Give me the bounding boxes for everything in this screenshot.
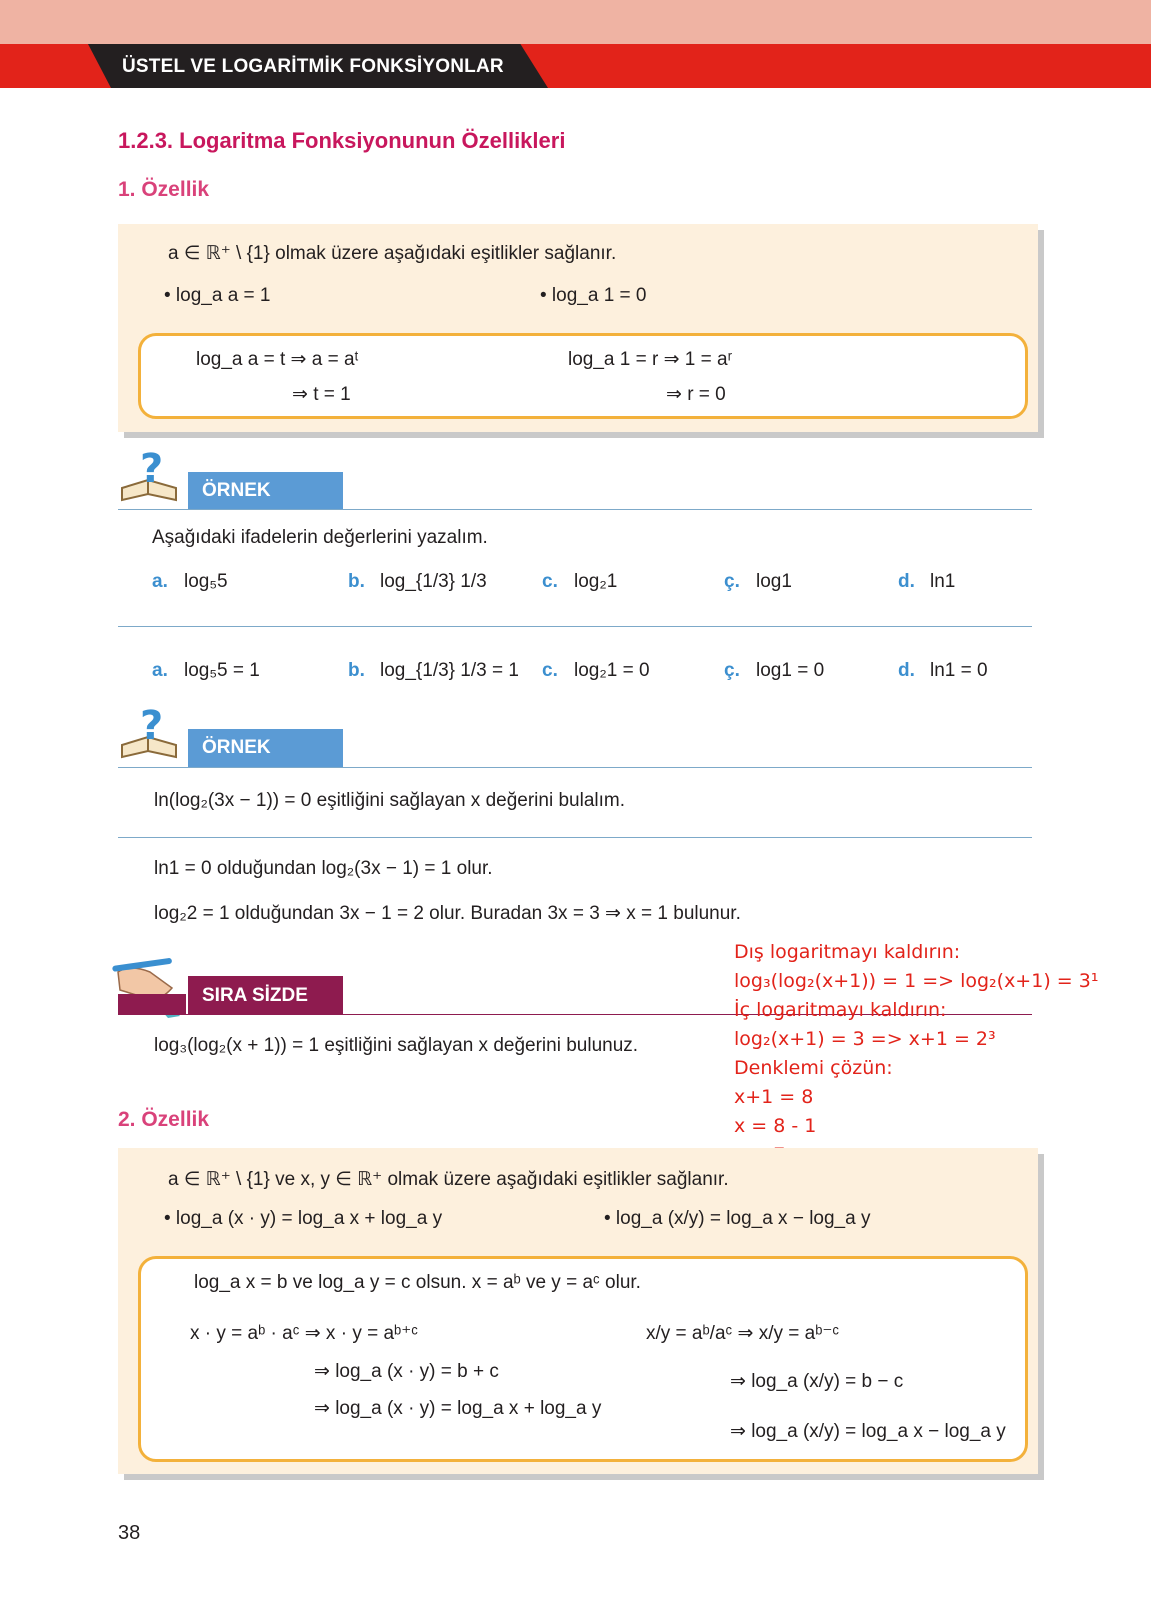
example1-item-b-expr: log_{1/3} 1/3: [380, 571, 487, 592]
example2-question: ln(log₂(3x − 1)) = 0 eşitliğini sağlayan x değerini bulalım.: [154, 790, 626, 811]
example1-label: ÖRNEK: [202, 480, 271, 501]
example1-item-b-label: b.: [348, 571, 365, 592]
example1-item-c-label: c.: [542, 571, 558, 592]
example1-item-c2-expr: log1: [756, 571, 792, 592]
note-line-3: İç logaritmayı kaldırın:: [734, 999, 947, 1021]
property1-proof-left2: ⇒ t = 1: [292, 384, 351, 405]
property1-title: 1. Özellik: [118, 178, 210, 201]
example1-answer-c: log₂1 = 0: [574, 660, 650, 681]
example1-question: Aşağıdaki ifadelerin değerlerini yazalım.: [152, 527, 488, 548]
property1-bullet2: • log_a 1 = 0: [540, 285, 647, 306]
example1-answer-d-label: d.: [898, 660, 915, 681]
property2-intro: a ∈ ℝ⁺ \ {1} ve x, y ∈ ℝ⁺ olmak üzere aşağıdaki eşitlikler sağlanır.: [168, 1169, 729, 1190]
property2-right1: x/y = aᵇ/aᶜ ⇒ x/y = aᵇ⁻ᶜ: [646, 1323, 840, 1344]
example1-divider-top: [118, 509, 1032, 510]
book-question-icon: [118, 705, 182, 765]
property1-proof-left1: log_a a = t ⇒ a = aᵗ: [196, 349, 359, 370]
note-line-2: log₃(log₂(x+1)) = 1 => log₂(x+1) = 3¹: [734, 970, 1099, 992]
property2-left1: x · y = aᵇ · aᶜ ⇒ x · y = aᵇ⁺ᶜ: [190, 1323, 418, 1344]
property2-left2: ⇒ log_a (x · y) = b + c: [314, 1361, 499, 1382]
note-line-4: log₂(x+1) = 3 => x+1 = 2³: [734, 1028, 996, 1050]
chapter-title: ÜSTEL VE LOGARİTMİK FONKSİYONLAR: [122, 56, 504, 77]
example1-item-d-expr: ln1: [930, 571, 956, 592]
book-question-icon: [118, 448, 182, 508]
example2-label-box: [188, 729, 343, 767]
example1-label-box: [188, 472, 343, 510]
section-title: 1.2.3. Logaritma Fonksiyonunun Özellikleri: [118, 128, 566, 153]
property2-right2: ⇒ log_a (x/y) = b − c: [730, 1371, 904, 1392]
svg-text:?: ?: [140, 448, 164, 492]
exercise-label: SIRA SİZDE: [202, 985, 308, 1006]
example2-divider-top: [118, 767, 1032, 768]
note-line-1: Dış logaritmayı kaldırın:: [734, 941, 961, 963]
example2-solution1: ln1 = 0 olduğundan log₂(3x − 1) = 1 olur.: [154, 858, 493, 879]
example1-answer-d: ln1 = 0: [930, 660, 988, 681]
example1-divider-mid: [118, 626, 1032, 627]
example1-answer-c-label: c.: [542, 660, 558, 681]
property2-left3: ⇒ log_a (x · y) = log_a x + log_a y: [314, 1398, 602, 1419]
page-number: 38: [118, 1522, 141, 1544]
property2-proof-intro: log_a x = b ve log_a y = c olsun. x = aᵇ ve y = aᶜ olur.: [194, 1272, 641, 1293]
exercise-question: log₃(log₂(x + 1)) = 1 eşitliğini sağlayan x değerini bulunuz.: [154, 1035, 639, 1056]
example1-answer-b-label: b.: [348, 660, 365, 681]
example1-item-c-expr: log₂1: [574, 571, 618, 592]
property1-proof-right2: ⇒ r = 0: [666, 384, 726, 405]
exercise-label-box: [188, 976, 343, 1014]
property2-bullet2: • log_a (x/y) = log_a x − log_a y: [604, 1208, 871, 1229]
note-line-6: x+1 = 8: [734, 1086, 814, 1108]
example1-item-d-label: d.: [898, 571, 915, 592]
property1-intro: a ∈ ℝ⁺ \ {1} olmak üzere aşağıdaki eşitlikler sağlanır.: [168, 243, 617, 264]
example2-solution2: log₂2 = 1 olduğundan 3x − 1 = 2 olur. Buradan 3x = 3 ⇒ x = 1 bulunur.: [154, 903, 741, 924]
example1-item-c2-label: ç.: [724, 571, 740, 592]
example2-divider-mid: [118, 837, 1032, 838]
property1-bullet1: • log_a a = 1: [164, 285, 271, 306]
note-line-5: Denklemi çözün:: [734, 1057, 893, 1079]
note-line-7: x = 8 - 1: [734, 1115, 817, 1137]
example1-answer-c2-label: ç.: [724, 660, 740, 681]
property2-bullet1: • log_a (x · y) = log_a x + log_a y: [164, 1208, 443, 1229]
example1-item-a-label: a.: [152, 571, 168, 592]
property2-title: 2. Özellik: [118, 1108, 210, 1131]
example2-label: ÖRNEK: [202, 737, 271, 758]
example1-item-a-expr: log₅5: [184, 571, 228, 592]
svg-text:?: ?: [140, 705, 164, 749]
example1-answer-a: log₅5 = 1: [184, 660, 260, 681]
exercise-label-accent: [118, 994, 186, 1014]
property1-proof-right1: log_a 1 = r ⇒ 1 = aʳ: [568, 349, 733, 370]
property1-proof-box: [138, 333, 1028, 419]
example1-answer-b: log_{1/3} 1/3 = 1: [380, 660, 519, 681]
example1-answer-a-label: a.: [152, 660, 168, 681]
example1-answer-c2: log1 = 0: [756, 660, 825, 681]
property2-right3: ⇒ log_a (x/y) = log_a x − log_a y: [730, 1421, 1006, 1442]
